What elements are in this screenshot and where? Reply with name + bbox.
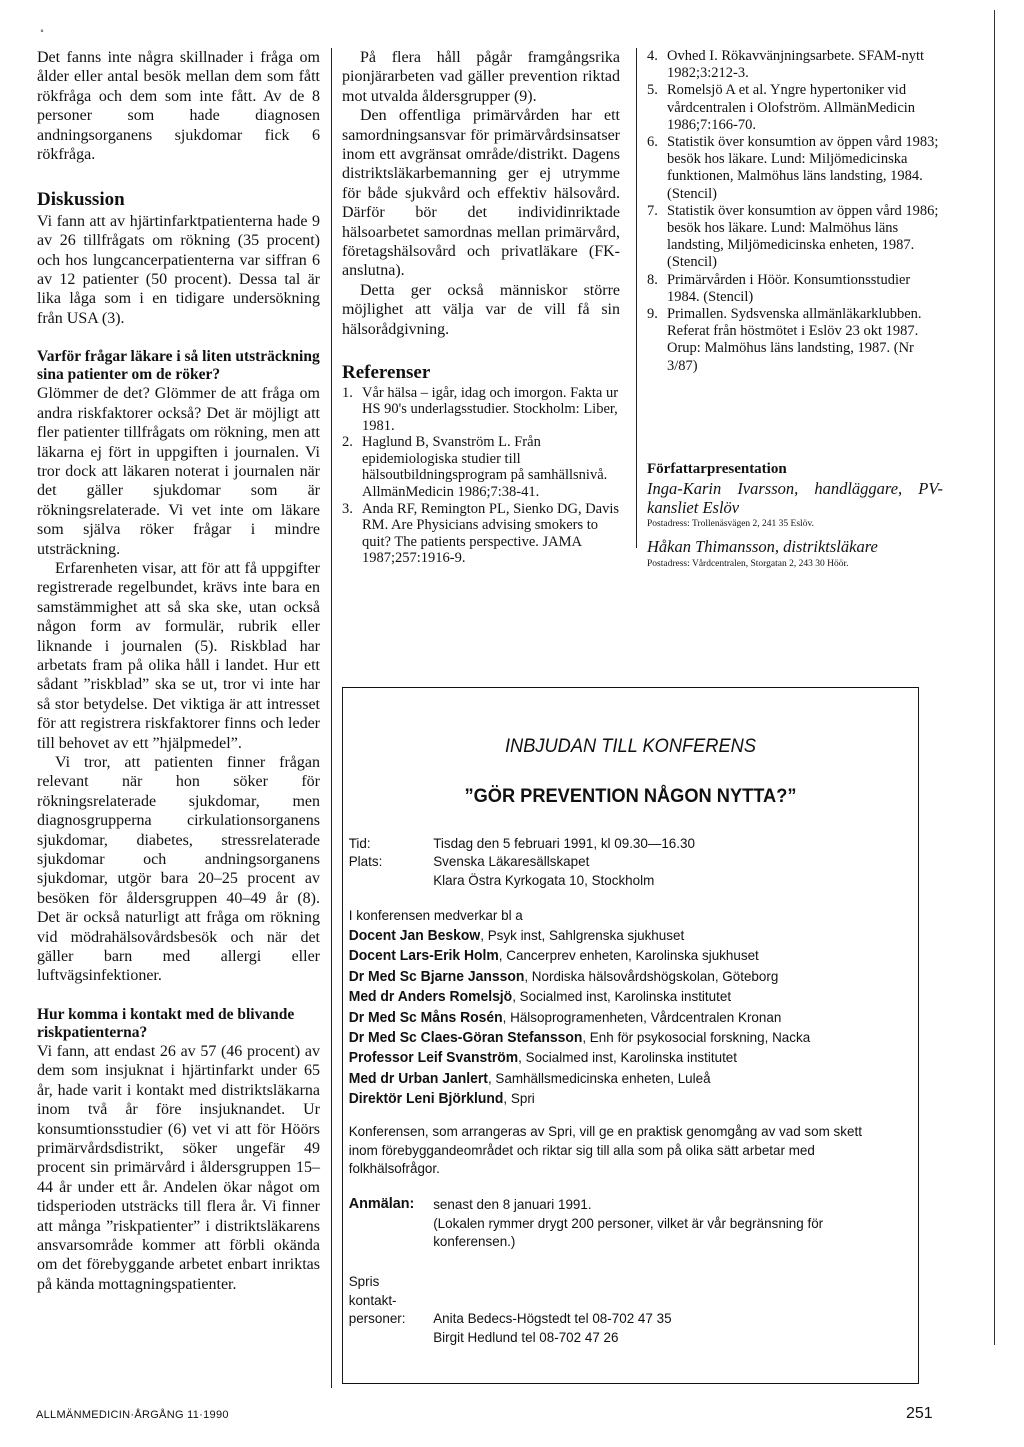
reference-text: Haglund B, Svanström L. Från epidemiologiska studier till hälsoutbildningsprogram på samhällsnivå. AllmänMedicin 1986;7:38-41.: [362, 434, 608, 501]
page-edge-rule: [994, 10, 995, 1345]
paragraph: Erfarenheten visar, att för att få uppgifter registrerade regelbundet, krävs inte bara en samstämmighet att så ska ske, utan också någon form av formulär, rubrik eller liknande i journalen (5). Riskblad har arbetats fram på olika håll i landet. Hur ett sådant ”riskblad” ska se ut, tror vi inte har så stor betydelse. Det viktiga är att intresset för att registrera riskfaktorer finns och leder till behovet av ett ”hjälpmedel”.: [37, 559, 320, 752]
reference-text: Primärvården i Höör. Konsumtionsstudier 1984. (Stencil): [667, 271, 911, 305]
reference-item: [342, 385, 620, 435]
paragraph: Detta ger också människor större möjlighet att välja var de vill få sin hälsorådgivning.: [342, 281, 620, 338]
conference-title: ”GÖR PREVENTION NÅGON NYTTA?”: [464, 786, 797, 807]
reference-text: Statistik över konsumtion av öppen vård 1983; besök hos läkare. Lund: Miljömedicinska funktionen, Malmöhus läns landsting, 1984. (Stencil): [667, 134, 939, 202]
speaker: [349, 1089, 906, 1109]
registration-value: [433, 1195, 884, 1251]
speaker: [349, 946, 906, 966]
contact-person: Anita Bedecs-Högstedt tel 08-702 47 35: [433, 1310, 672, 1326]
place-value: [433, 852, 654, 889]
speaker-affiliation: , Nordiska hälsovårdshögskolan, Göteborg: [524, 967, 779, 984]
contact-label-line: Spris: [348, 1273, 380, 1289]
speaker-name: Docent Jan Beskow: [348, 928, 481, 944]
speaker-name: Med dr Urban Janlert: [348, 1070, 488, 1087]
section-heading-referenser: Referenser: [342, 362, 431, 384]
speaker: [349, 1028, 906, 1048]
speaker: [349, 1048, 906, 1068]
reference-text: Statistik över konsumtion av öppen vård 1986; besök hos läkare. Lund: Malmöhus läns landsting, Miljömedicinska enheten, 1987. (Stencil): [667, 202, 939, 271]
place-label: Plats:: [348, 853, 383, 869]
author-name: Håkan Thimansson, distriktsläkare: [647, 537, 878, 557]
subheading: Varför frågar läkare i så liten utsträckning sina patienter om de röker?: [37, 348, 320, 384]
contact-label: [349, 1272, 433, 1346]
speaker-name: Dr Med Sc Måns Rosén: [348, 1009, 503, 1026]
paragraph: Vi fann att av hjärtinfarktpatienterna hade 9 av 26 tillfrågats om rökning (35 procent) och hos lungcancerpatienterna var siffran 6 av 12 patienter (50 procent). Dessa tal är lika låga som i en tidigare undersökning från USA (3).: [37, 212, 320, 327]
speakers-intro: I konferensen medverkar bl a: [348, 907, 523, 923]
paragraph: Den offentliga primärvården har ett samordningsansvar för primärvårdsinsatser inom ett avgränsat område/distrikt. Dagens distriktsläkarbemanning ger ej utrymme för både sjukvård och effektiv hälsovård. Därför bör det individinriktade hälsoarbetet samordnas mellan primärvård, företagshälsovård och privatläkare (FK-anslutna).: [342, 107, 620, 280]
reference-text: Anda RF, Remington PL, Sienko DG, Davis RM. Are Physicians advising smokers to quit? The patients perspective. JAMA 1987;257:1916-9.: [362, 500, 620, 567]
column-divider: [636, 48, 637, 548]
time-label: Tid:: [348, 835, 371, 851]
time-row: [349, 834, 695, 853]
contact-person: Birgit Hedlund tel 08-702 47 26: [433, 1328, 619, 1345]
reference-item: [647, 134, 943, 203]
reference-item: [647, 306, 943, 375]
reference-list: [647, 48, 943, 375]
reference-item: [647, 48, 943, 82]
corner-mark: ˚: [40, 27, 44, 41]
registration-note: (Lokalen rymmer drygt 200 personer, vilket är vår begränsning för konferensen.): [433, 1214, 824, 1249]
reference-text: Vår hälsa – igår, idag och imorgon. Fakta ur HS 90's underlagsstudier. Stockholm: Liber, 1981.: [362, 384, 619, 434]
speaker-affiliation: , Cancerprev enheten, Karolinska sjukhuset: [498, 947, 759, 964]
contact-persons: [433, 1272, 671, 1346]
speaker: [349, 967, 906, 987]
speaker-affiliation: , Samhällsmedicinska enheten, Luleå: [487, 1069, 711, 1086]
column-divider: [331, 48, 332, 1388]
reference-list: [342, 385, 620, 568]
speaker-affiliation: , Hälsoprogramenheten, Vårdcentralen Kronan: [502, 1008, 782, 1025]
conference-invitation-box: [342, 687, 919, 1384]
registration-label: Anmälan:: [348, 1195, 415, 1212]
column-3: [647, 48, 943, 578]
speaker-name: Docent Lars-Erik Holm: [348, 948, 499, 965]
speaker-name: Direktör Leni Björklund: [348, 1091, 504, 1108]
speaker-affiliation: , Spri: [503, 1090, 535, 1107]
reference-text: Primallen. Sydsvenska allmänläkarklubben. Referat från höstmötet i Eslöv 23 okt 1987. Orup: Malmöhus läns landsting, 1987. (Nr 3/87): [667, 306, 922, 374]
reference-number: 4.: [647, 48, 658, 64]
speaker-list: [349, 926, 906, 1110]
contact-label-line: kontakt-: [348, 1291, 397, 1308]
paragraph: Det fanns inte några skillnader i fråga om ålder eller antal besök mellan dem som fått rökfråga och dem som inte fått. Av de 8 personer som hade diagnosen andningsorganens sjukdomar fick 6 rökfråga.: [37, 49, 320, 164]
reference-text: Ovhed I. Rökavvänjningsarbete. SFAM-nytt 1982;3:212-3.: [667, 48, 925, 82]
author-address: Postadress: Trollenäsvägen 2, 241 35 Eslöv.: [647, 519, 814, 530]
author-address: Postadress: Vårdcentralen, Storgatan 2, 243 30 Höör.: [647, 558, 849, 569]
speaker-affiliation: , Psyk inst, Sahlgrenska sjukhuset: [480, 927, 685, 943]
contact-row: [349, 1272, 672, 1346]
paragraph: Vi tror, att patienten finner frågan relevant när hon söker för rökningsrelaterade sjukdomar, men diagnosgrupperna cirkulationsorganens sjukdomar, diabetes, stressrelaterade sjukdomar och andningsorganens sjukdomar, utgör bara 20–25 procent av besöken för åldersgruppen 40–49 år (8). Det är också naturligt att fråga om rökning vid mödrahälsovårdsbesök och när det gäller barn med allergi eller luftvägsinfektioner.: [37, 754, 320, 985]
subheading: Hur komma i kontakt med de blivande riskpatienterna?: [37, 1005, 295, 1041]
speaker: [349, 987, 906, 1007]
contact-label-line: personer:: [348, 1310, 406, 1326]
speaker-name: Med dr Anders Romelsjö: [348, 989, 513, 1006]
speaker-name: Dr Med Sc Claes-Göran Stefansson: [348, 1030, 583, 1047]
time-value: Tisdag den 5 februari 1991, kl 09.30—16.30: [433, 835, 695, 851]
reference-number: 2.: [342, 434, 353, 451]
speaker-affiliation: , Enh för psykosocial forskning, Nacka: [582, 1029, 811, 1046]
reference-number: 5.: [647, 82, 658, 99]
reference-number: 1.: [342, 384, 353, 401]
speaker-name: Professor Leif Svanström: [348, 1050, 519, 1067]
place-value-line: Svenska Läkaresällskapet: [433, 853, 590, 869]
reference-item: [342, 434, 620, 500]
reference-item: [647, 82, 943, 134]
speaker-affiliation: , Socialmed inst, Karolinska institutet: [512, 988, 732, 1005]
place-value-line: Klara Östra Kyrkogata 10, Stockholm: [433, 871, 655, 888]
reference-item: [342, 501, 620, 567]
paragraph: Glömmer de det? Glömmer de att fråga om andra riskfaktorer också? Det är möjligt att fler patienter tillfrågats om rökning, men att läkarna ej fört in uppgiften i journalen. Vi tror dock att läkaren noterat i journalen när det gäller sjukdomar som är rökningsrelaterade. Vi vet inte om läkare som själva röker frågar i mindre utsträckning.: [37, 385, 320, 558]
invitation-heading: INBJUDAN TILL KONFERENS: [504, 736, 756, 757]
reference-number: 8.: [647, 271, 658, 288]
registration-row: [349, 1195, 885, 1251]
reference-text: Romelsjö A et al. Yngre hypertoniker vid vårdcentralen i Olofström. AllmänMedicin 1986;7:166-70.: [667, 82, 916, 133]
reference-number: 3.: [342, 500, 353, 517]
paragraph: På flera håll pågår framgångsrika pionjärarbeten vad gäller prevention riktad mot utvalda åldersgrupper (9).: [342, 49, 620, 105]
registration-deadline: senast den 8 januari 1991.: [433, 1196, 592, 1212]
paragraph: Vi fann, att endast 26 av 57 (46 procent) av dem som insjuknat i hjärtinfarkt under 65 år, hade varit i kontakt med distriktsläkarna inom två år före insjuknandet. Ur konsumtionsstudier (6) vet vi att för Höörs primärvårdsdistrikt, söker ungefär 49 procent sin primärvård i åldersgruppen 15–44 år under ett år. Andelen ökar något om tidsperioden utsträcks till flera år. Vi finner att många ”riskpatienter” i distriktsläkarens ansvarsområde kommer att förbli okända om det förebyggande arbetet enbart inriktas på kända mottagningspatienter.: [37, 1042, 320, 1293]
column-1: [37, 48, 320, 1294]
reference-number: 7.: [647, 202, 658, 219]
place-row: [349, 852, 655, 889]
journal-footer: ALLMÄNMEDICIN·ÅRGÅNG 11·1990: [36, 1409, 229, 1421]
speaker-affiliation: , Socialmed inst, Karolinska institutet: [518, 1049, 738, 1066]
conference-description: Konferensen, som arrangeras av Spri, vill ge en praktisk genomgång av vad som skett inom förebyggandeområdet och riktar sig till alla som på olika sätt arbetar med folkhälsofrågor.: [348, 1123, 862, 1176]
reference-number: 9.: [647, 306, 658, 323]
speaker: [349, 926, 906, 946]
speaker: [349, 1008, 906, 1028]
author-heading: Författarpresentation: [647, 460, 787, 477]
reference-item: [647, 203, 943, 272]
section-heading-diskussion: Diskussion: [37, 189, 125, 211]
reference-item: [647, 272, 943, 306]
speaker-name: Dr Med Sc Bjarne Jansson: [348, 968, 525, 985]
page-number: 251: [906, 1405, 933, 1422]
column-2: [342, 48, 620, 567]
speaker: [349, 1069, 906, 1089]
reference-number: 6.: [647, 134, 658, 151]
author-name: Inga-Karin Ivarsson, handläggare, PV-kansliet Eslöv: [647, 479, 943, 517]
